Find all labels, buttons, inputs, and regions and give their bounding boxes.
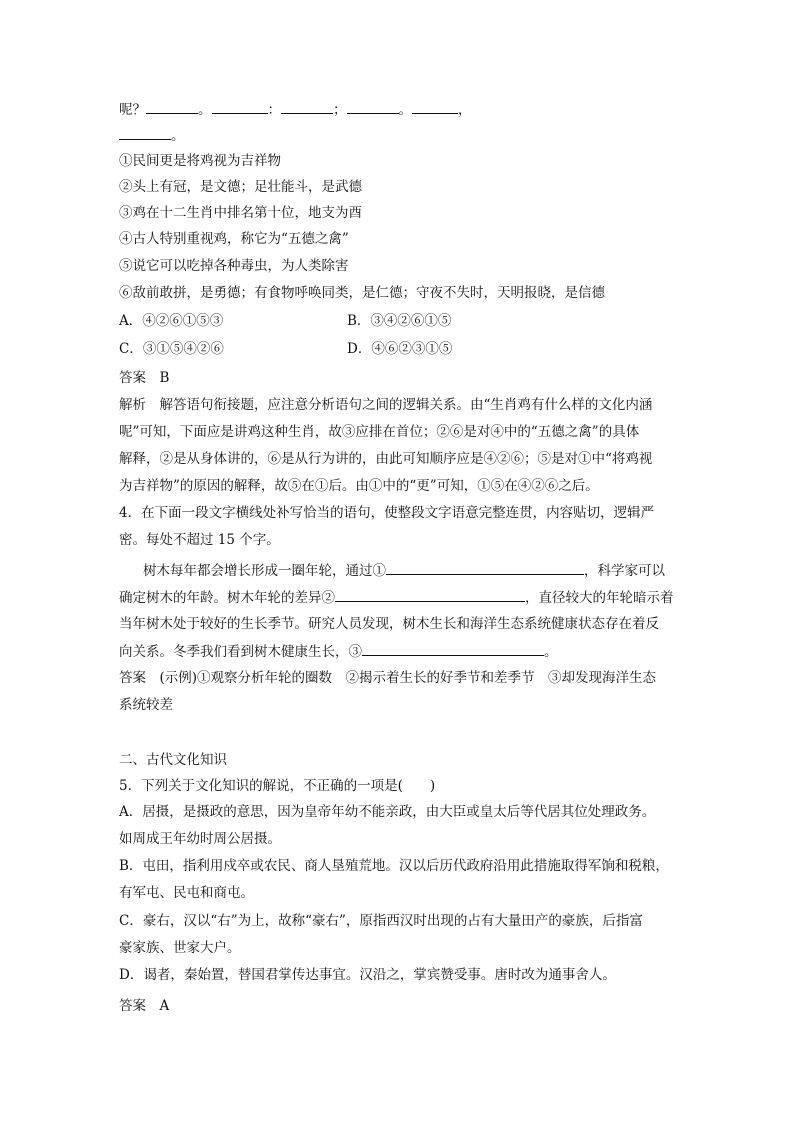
q3-options-row-1 bbox=[119, 311, 679, 331]
answer-blank-1[interactable] bbox=[146, 99, 198, 114]
q5-answer: 答案 A bbox=[119, 998, 170, 1014]
passage-text: ，直径较大的年轮暗示着 bbox=[525, 590, 674, 606]
option-a[interactable]: A．④②⑥①⑤③ bbox=[119, 313, 224, 329]
fill-blank-2[interactable] bbox=[335, 587, 525, 602]
section-title: 二、古代文化知识 bbox=[119, 752, 227, 768]
passage-text: 向关系。冬季我们看到树木健康生长，③ bbox=[119, 644, 362, 660]
option-b[interactable]: B．③④②⑥①⑤ bbox=[347, 313, 452, 329]
q5-option-a[interactable]: A．居摄，是摄政的意思，因为皇帝年幼不能亲政，由大臣或皇太后等代居其位处理政务。 bbox=[119, 804, 656, 820]
q3-analysis-line: 呢”可知，下面应是讲鸡这种生肖，故③应排在首位；②⑥是对④中的“五德之禽”的具体 bbox=[119, 424, 640, 440]
answer-blank-5[interactable] bbox=[412, 99, 458, 114]
q5-option-b[interactable]: B．屯田，指利用戍卒或农民、商人垦殖荒地。汉以后历代政府沿用此措施取得军饷和税粮， bbox=[119, 858, 669, 874]
q4-passage-line-2 bbox=[119, 587, 679, 608]
fill-blank-3[interactable] bbox=[362, 641, 544, 656]
q3-options-row-2 bbox=[119, 339, 679, 359]
q5-option-b-cont: 有军屯、民屯和商屯。 bbox=[119, 885, 254, 901]
q3-analysis-line: 解析 解答语句衔接题，应注意分析语句之间的逻辑关系。由“生肖鸡有什么样的文化内涵 bbox=[119, 397, 653, 413]
q4-passage-line-1 bbox=[119, 560, 703, 581]
q4-passage-line-3: 当年树木处于较好的生长季节。研究人员发现，树木生长和海洋生态系统健康状态存在着反 bbox=[119, 616, 659, 632]
q3-item: ③鸡在十二生肖中排名第十位，地支为酉 bbox=[119, 205, 362, 221]
q3-item: ④古人特别重视鸡，称它为“五德之禽” bbox=[119, 231, 349, 247]
q3-item: ②头上有冠，是文德；足壮能斗，是武德 bbox=[119, 179, 362, 195]
q3-stem-prefix: 呢？ bbox=[119, 102, 146, 118]
q4-answer-line: 系统较差 bbox=[119, 697, 173, 713]
q4-answer-line: 答案 (示例)①观察分析年轮的圈数 ②揭示着生长的好季节和差季节 ③却发现海洋生态 bbox=[119, 670, 657, 686]
passage-text: 确定树木的年龄。树木年轮的差异② bbox=[119, 590, 335, 606]
q3-stem-separator: ； bbox=[333, 102, 347, 118]
passage-text: ，科学家可以 bbox=[584, 563, 665, 579]
answer-blank-4[interactable] bbox=[347, 99, 399, 114]
passage-text: 树木每年都会增长形成一圈年轮，通过① bbox=[143, 563, 386, 579]
q4-stem-line: 密。每处不超过 15 个字。 bbox=[119, 532, 280, 548]
q3-answer: 答案 B bbox=[119, 370, 170, 386]
q5-option-a-cont: 如周成王年幼时周公居摄。 bbox=[119, 831, 281, 847]
q5-option-d[interactable]: D．谒者，秦始置，替国君掌传达事宜。汉沿之，掌宾赞受事。唐时改为通事舍人。 bbox=[119, 967, 616, 983]
q5-stem: 5．下列关于文化知识的解说，不正确的一项是( ) bbox=[119, 778, 436, 794]
q5-option-c[interactable]: C．豪右，汉以“右”为上，故称“豪右”，原指西汉时出现的占有大量田产的豪族，后指富 bbox=[119, 913, 643, 929]
q4-stem-line: 4．在下面一段文字横线处补写恰当的语句，使整段文字语意完整连贯，内容贴切，逻辑严 bbox=[119, 505, 655, 521]
q4-passage-line-4 bbox=[119, 641, 679, 662]
q5-option-c-cont: 豪家族、世家大户。 bbox=[119, 940, 241, 956]
q3-stem-separator: ， bbox=[458, 102, 472, 118]
q3-item: ⑤说它可以吃掉各种毒虫，为人类除害 bbox=[119, 258, 349, 274]
q3-analysis-line: 解释，②是从身体讲的，⑥是从行为讲的，由此可知顺序应是④②⑥；⑤是对①中“将鸡视 bbox=[119, 451, 653, 467]
option-d[interactable]: D．④⑥②③①⑤ bbox=[347, 341, 453, 357]
q3-item: ⑥敌前敢拼，是勇德；有食物呼唤同类，是仁德；守夜不失时，天明报晓，是信德 bbox=[119, 285, 605, 301]
q3-item: ①民间更是将鸡视为吉祥物 bbox=[119, 153, 281, 169]
answer-blank-2[interactable] bbox=[212, 99, 268, 114]
q3-stem-separator: 。 bbox=[398, 102, 412, 118]
answer-blank-3[interactable] bbox=[281, 99, 333, 114]
passage-text: 。 bbox=[544, 644, 558, 660]
q3-stem-end: 。 bbox=[171, 128, 185, 144]
fill-blank-1[interactable] bbox=[386, 560, 584, 575]
q3-stem-line-1 bbox=[119, 99, 679, 120]
q3-stem-separator: 。 bbox=[198, 102, 212, 118]
q3-stem-line-2 bbox=[119, 125, 679, 146]
answer-blank-6[interactable] bbox=[119, 125, 171, 140]
q3-analysis-line: 为吉祥物”的原因的解释，故⑤在①后。由①中的“更”可知，①⑤在④②⑥之后。 bbox=[119, 478, 599, 494]
q3-stem-separator: ： bbox=[267, 102, 281, 118]
option-c[interactable]: C．③①⑤④②⑥ bbox=[119, 341, 224, 357]
